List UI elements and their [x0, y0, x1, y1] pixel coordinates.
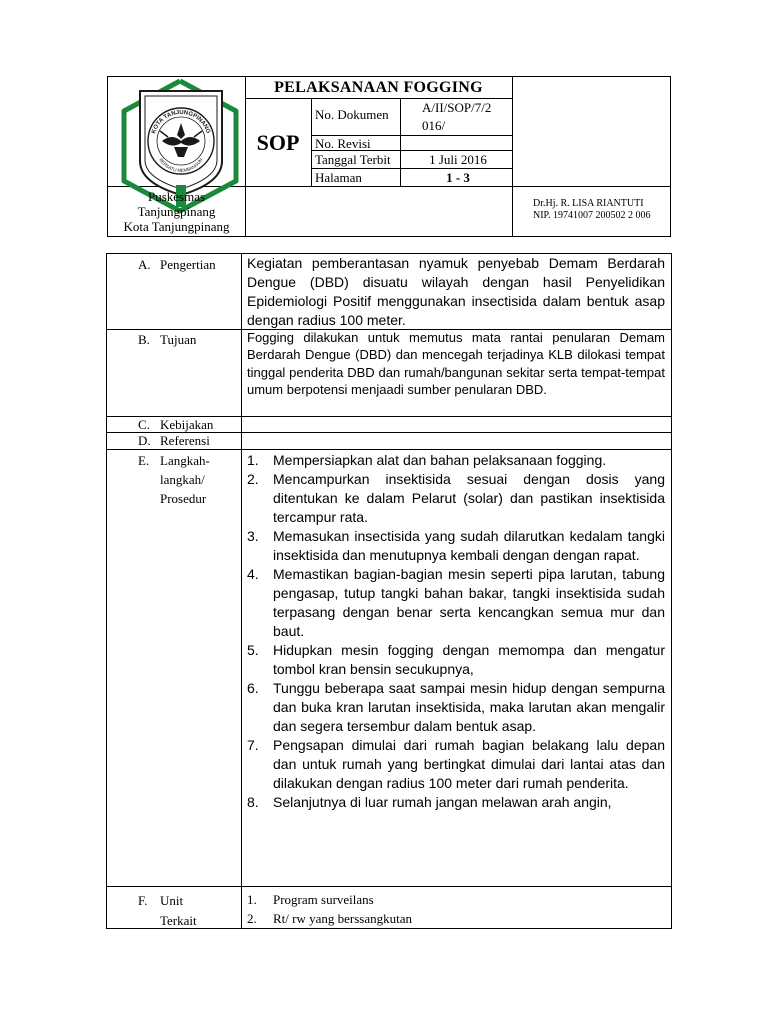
doc-number-value-line-2: 016/ [422, 118, 446, 133]
procedure-step: 5. Hidupkan mesin fogging dengan memompa dan mengatur tombol kran bensin secukupnya, [247, 642, 665, 677]
section-d-marker: D. [138, 433, 151, 448]
doc-number-value-line-1: A/II/SOP/7/2 [422, 100, 492, 115]
procedure-step-text: Pengsapan dimulai dari rumah bagian belakang lalu depan dan untuk rumah yang bertingkat dimulai dari lantai atas dan dilakukan dengan radius 100 meter dari rumah penderita. [273, 737, 665, 791]
section-c-title: Kebijakan [160, 417, 214, 432]
procedure-step-text: Mempersiapkan alat dan bahan pelaksanaan fogging. [273, 452, 607, 468]
section-b-title: Tujuan [160, 332, 197, 347]
section-f-title-line-2: Terkait [160, 913, 197, 928]
procedure-step: 6. Tunggu beberapa saat sampai mesin hidup dengan sempurna dan buka kran larutan insektisida, maka larutan akan mengalir dan segera tersembur dalam bentuk asap. [247, 680, 665, 734]
procedure-steps-list [247, 451, 665, 812]
procedure-step: 1. Mempersiapkan alat dan bahan pelaksanaan fogging. [247, 452, 607, 468]
procedure-steps [247, 451, 665, 812]
related-unit-item: 2. Rt/ rw yang berssangkutan [247, 911, 413, 926]
section-a-text: Kegiatan pemberantasan nyamuk penyebab Demam Berdarah Dengue (DBD) disuatu wilayah dengan hasil Penyelidikan Epidemiologi Positif menggunakan insectisida dalam bentuk asap dengan radius 100 meter. [247, 255, 665, 328]
page-value: 1 - 3 [446, 170, 470, 185]
svg-text:KOTA TANJUNGPINANG: KOTA TANJUNGPINANG [151, 109, 211, 135]
procedure-step: 8. Selanjutnya di luar rumah jangan melawan arah angin, [247, 794, 612, 810]
related-unit-item: 1. Program surveilans [247, 892, 374, 907]
sop-header-table [107, 76, 671, 237]
doc-number-label: No. Dokumen [315, 107, 389, 122]
section-f-title [160, 891, 197, 931]
svg-text:BERSATU MEMBANGUN: BERSATU MEMBANGUN [158, 157, 204, 174]
institution-line-3: Kota Tanjungpinang [123, 219, 230, 234]
related-units-list [247, 890, 665, 928]
sop-content-table [106, 253, 672, 929]
section-d-title: Referensi [160, 433, 210, 448]
section-e-title-line-2: langkah/ [160, 472, 205, 487]
signer-name: Dr.Hj. R. LISA RIANTUTI [533, 198, 644, 209]
page-label: Halaman [315, 170, 362, 185]
section-a-title: Pengertian [160, 257, 216, 272]
section-b-text: Fogging dilakukan untuk memutus mata rantai penularan Demam Berdarah Dengue (DBD) dan mencegah terjadinya KLB dilokasi tempat tinggal penderita DBD dan rumah/bangunan sekitar serta tempat-tempat umum berpotensi menjaadi sumber penularan DBD. [247, 330, 665, 397]
document-title: PELAKSANAAN FOGGING [274, 79, 483, 96]
procedure-step: 4. Memastikan bagian-bagian mesin seperti pipa larutan, tabung pengasap, tutup tangki bahan bakar, tangki insektisida sudah terpasang dengan benar serta kencangkan semua mur dan baut. [247, 566, 665, 639]
section-e-marker: E. [138, 453, 150, 468]
related-unit-text: Program surveilans [273, 892, 374, 907]
section-e-title-line-3: Prosedur [160, 491, 207, 506]
issue-date-label: Tanggal Terbit [315, 152, 391, 167]
revision-label: No. Revisi [315, 136, 371, 151]
logo-cell [108, 77, 245, 187]
procedure-step-text: Tunggu beberapa saat sampai mesin hidup dengan sempurna dan buka kran larutan insektisida, maka larutan akan mengalir dan segera tersembur dalam bentuk asap. [273, 680, 665, 734]
section-f-marker: F. [138, 893, 148, 908]
procedure-step: 3. Memasukan insectisida yang sudah dilarutkan kedalam tangki insektisida dan menutupnya kembali dengan dengan rapat. [247, 528, 665, 563]
procedure-step-text: Memasukan insectisida yang sudah dilarutkan kedalam tangki insektisida dan menutupnya kembali dengan dengan rapat. [273, 528, 665, 563]
procedure-step-text: Mencampurkan insektisida sesuai dengan dosis yang ditentukan ke dalam Pelarut (solar) dan pastikan insektisida tercampur rata. [273, 471, 665, 525]
institution-cell [108, 187, 245, 236]
related-unit-text: Rt/ rw yang berssangkutan [273, 911, 413, 926]
section-b-marker: B. [138, 332, 150, 347]
doc-number-value [404, 99, 526, 135]
procedure-step-text: Memastikan bagian-bagian mesin seperti pipa larutan, tabung pengasap, tutup tangki bahan bakar, tangki insektisida sudah terpasang dengan benar serta kencangkan semua mur dan baut. [273, 566, 665, 639]
section-f-title-line-1: Unit [160, 893, 184, 908]
section-c-marker: C. [138, 417, 150, 432]
signer-block [512, 187, 670, 236]
signer-nip: NIP. 19741007 200502 2 006 [533, 210, 651, 221]
section-e-title [160, 451, 210, 508]
procedure-step: 7. Pengsapan dimulai dari rumah bagian belakang lalu depan dan untuk rumah yang bertingkat dimulai dari lantai atas dan dilakukan dengan radius 100 meter dari rumah penderita. [247, 737, 665, 791]
procedure-step-text: Selanjutnya di luar rumah jangan melawan arah angin, [273, 794, 612, 810]
procedure-step-text: Hidupkan mesin fogging dengan memompa dan mengatur tombol kran bensin secukupnya, [273, 642, 665, 677]
institution-line-2: Tanjungpinang [137, 204, 216, 219]
sop-label: SOP [256, 130, 300, 155]
section-a-marker: A. [138, 257, 151, 272]
issue-date-value: 1 Juli 2016 [429, 152, 487, 167]
related-units [247, 890, 665, 928]
section-e-title-line-1: Langkah- [160, 453, 210, 468]
procedure-step: 2. Mencampurkan insektisida sesuai dengan dosis yang ditentukan ke dalam Pelarut (solar) dan pastikan insektisida tercampur rata. [247, 471, 665, 525]
institution-line-1: Puskesmas [147, 189, 206, 204]
